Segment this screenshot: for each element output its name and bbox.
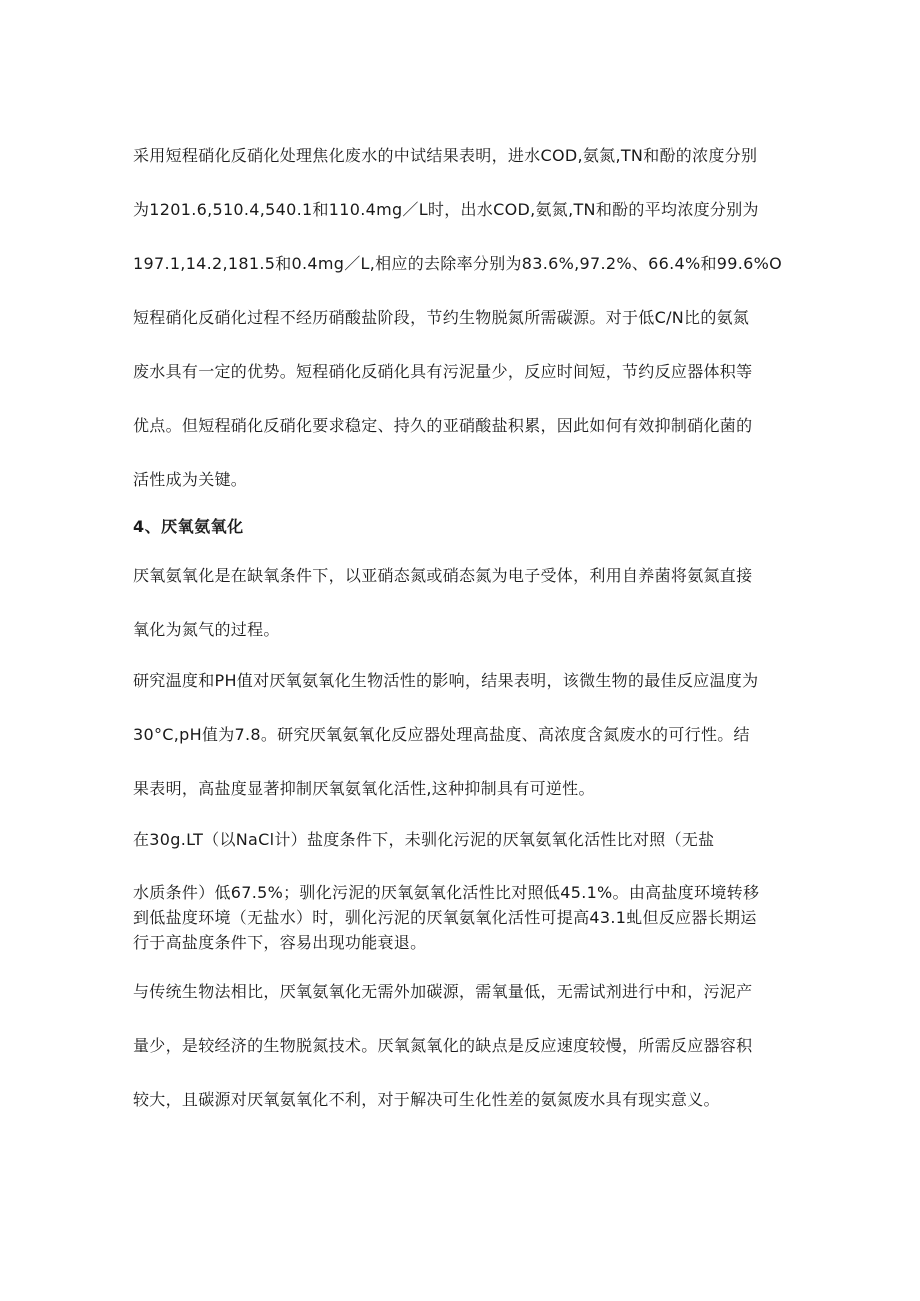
paragraph-line: 采用短程硝化反硝化处理焦化废水的中试结果表明，进水COD,氨氮,TN和酚的浓度分别 bbox=[133, 146, 758, 165]
paragraph-line: 厌氧氨氧化是在缺氧条件下，以亚硝态氮或硝态氮为电子受体，利用自养菌将氨氮直接 bbox=[133, 566, 753, 585]
paragraph-line: 活性成为关键。 bbox=[133, 470, 248, 489]
paragraph-line: 到低盐度环境（无盐水）时，驯化污泥的厌氧氨氧化活性可提高43.1虬但反应器长期运 bbox=[133, 908, 757, 927]
paragraph-line: 行于高盐度条件下，容易出现功能衰退。 bbox=[133, 933, 427, 952]
paragraph-line: 氧化为氮气的过程。 bbox=[133, 620, 280, 639]
paragraph-line: 197.1,14.2,181.5和0.4mg／L,相应的去除率分别为83.6%,97.2%、66.4%和99.6%O bbox=[133, 254, 782, 273]
paragraph-line: 优点。但短程硝化反硝化要求稳定、持久的亚硝酸盐积累，因此如何有效抑制硝化菌的 bbox=[133, 416, 753, 435]
paragraph-line: 30°C,pH值为7.8。研究厌氧氨氧化反应器处理高盐度、高浓度含氮废水的可行性。结 bbox=[133, 725, 750, 744]
paragraph-line: 短程硝化反硝化过程不经历硝酸盐阶段，节约生物脱氮所需碳源。对于低C/N比的氨氮 bbox=[133, 308, 750, 327]
paragraph-line: 为1201.6,510.4,540.1和110.4mg／L时，出水COD,氨氮,TN和酚的平均浓度分别为 bbox=[133, 200, 759, 219]
paragraph-line: 果表明，高盐度显著抑制厌氧氨氧化活性,这种抑制具有可逆性。 bbox=[133, 779, 595, 798]
paragraph-line: 废水具有一定的优势。短程硝化反硝化具有污泥量少，反应时间短，节约反应器体积等 bbox=[133, 362, 753, 381]
paragraph-line: 量少，是较经济的生物脱氮技术。厌氧氮氧化的缺点是反应速度较慢，所需反应器容积 bbox=[133, 1036, 753, 1055]
paragraph-line: 与传统生物法相比，厌氧氨氧化无需外加碳源，需氧量低，无需试剂进行中和，污泥产 bbox=[133, 982, 753, 1001]
paragraph-line: 研究温度和PH值对厌氧氨氧化生物活性的影响，结果表明，该微生物的最佳反应温度为 bbox=[133, 671, 759, 690]
paragraph-line: 较大，且碳源对厌氧氨氧化不利，对于解决可生化性差的氨氮废水具有现实意义。 bbox=[133, 1090, 720, 1109]
paragraph-line: 在30g.LT（以NaCl计）盐度条件下，未驯化污泥的厌氧氨氧化活性比对照（无盐 bbox=[133, 830, 715, 849]
section-heading: 4、厌氧氨氧化 bbox=[133, 517, 244, 536]
paragraph-line: 水质条件）低67.5%；驯化污泥的厌氧氨氧化活性比对照低45.1%。由高盐度环境转移 bbox=[133, 883, 760, 902]
